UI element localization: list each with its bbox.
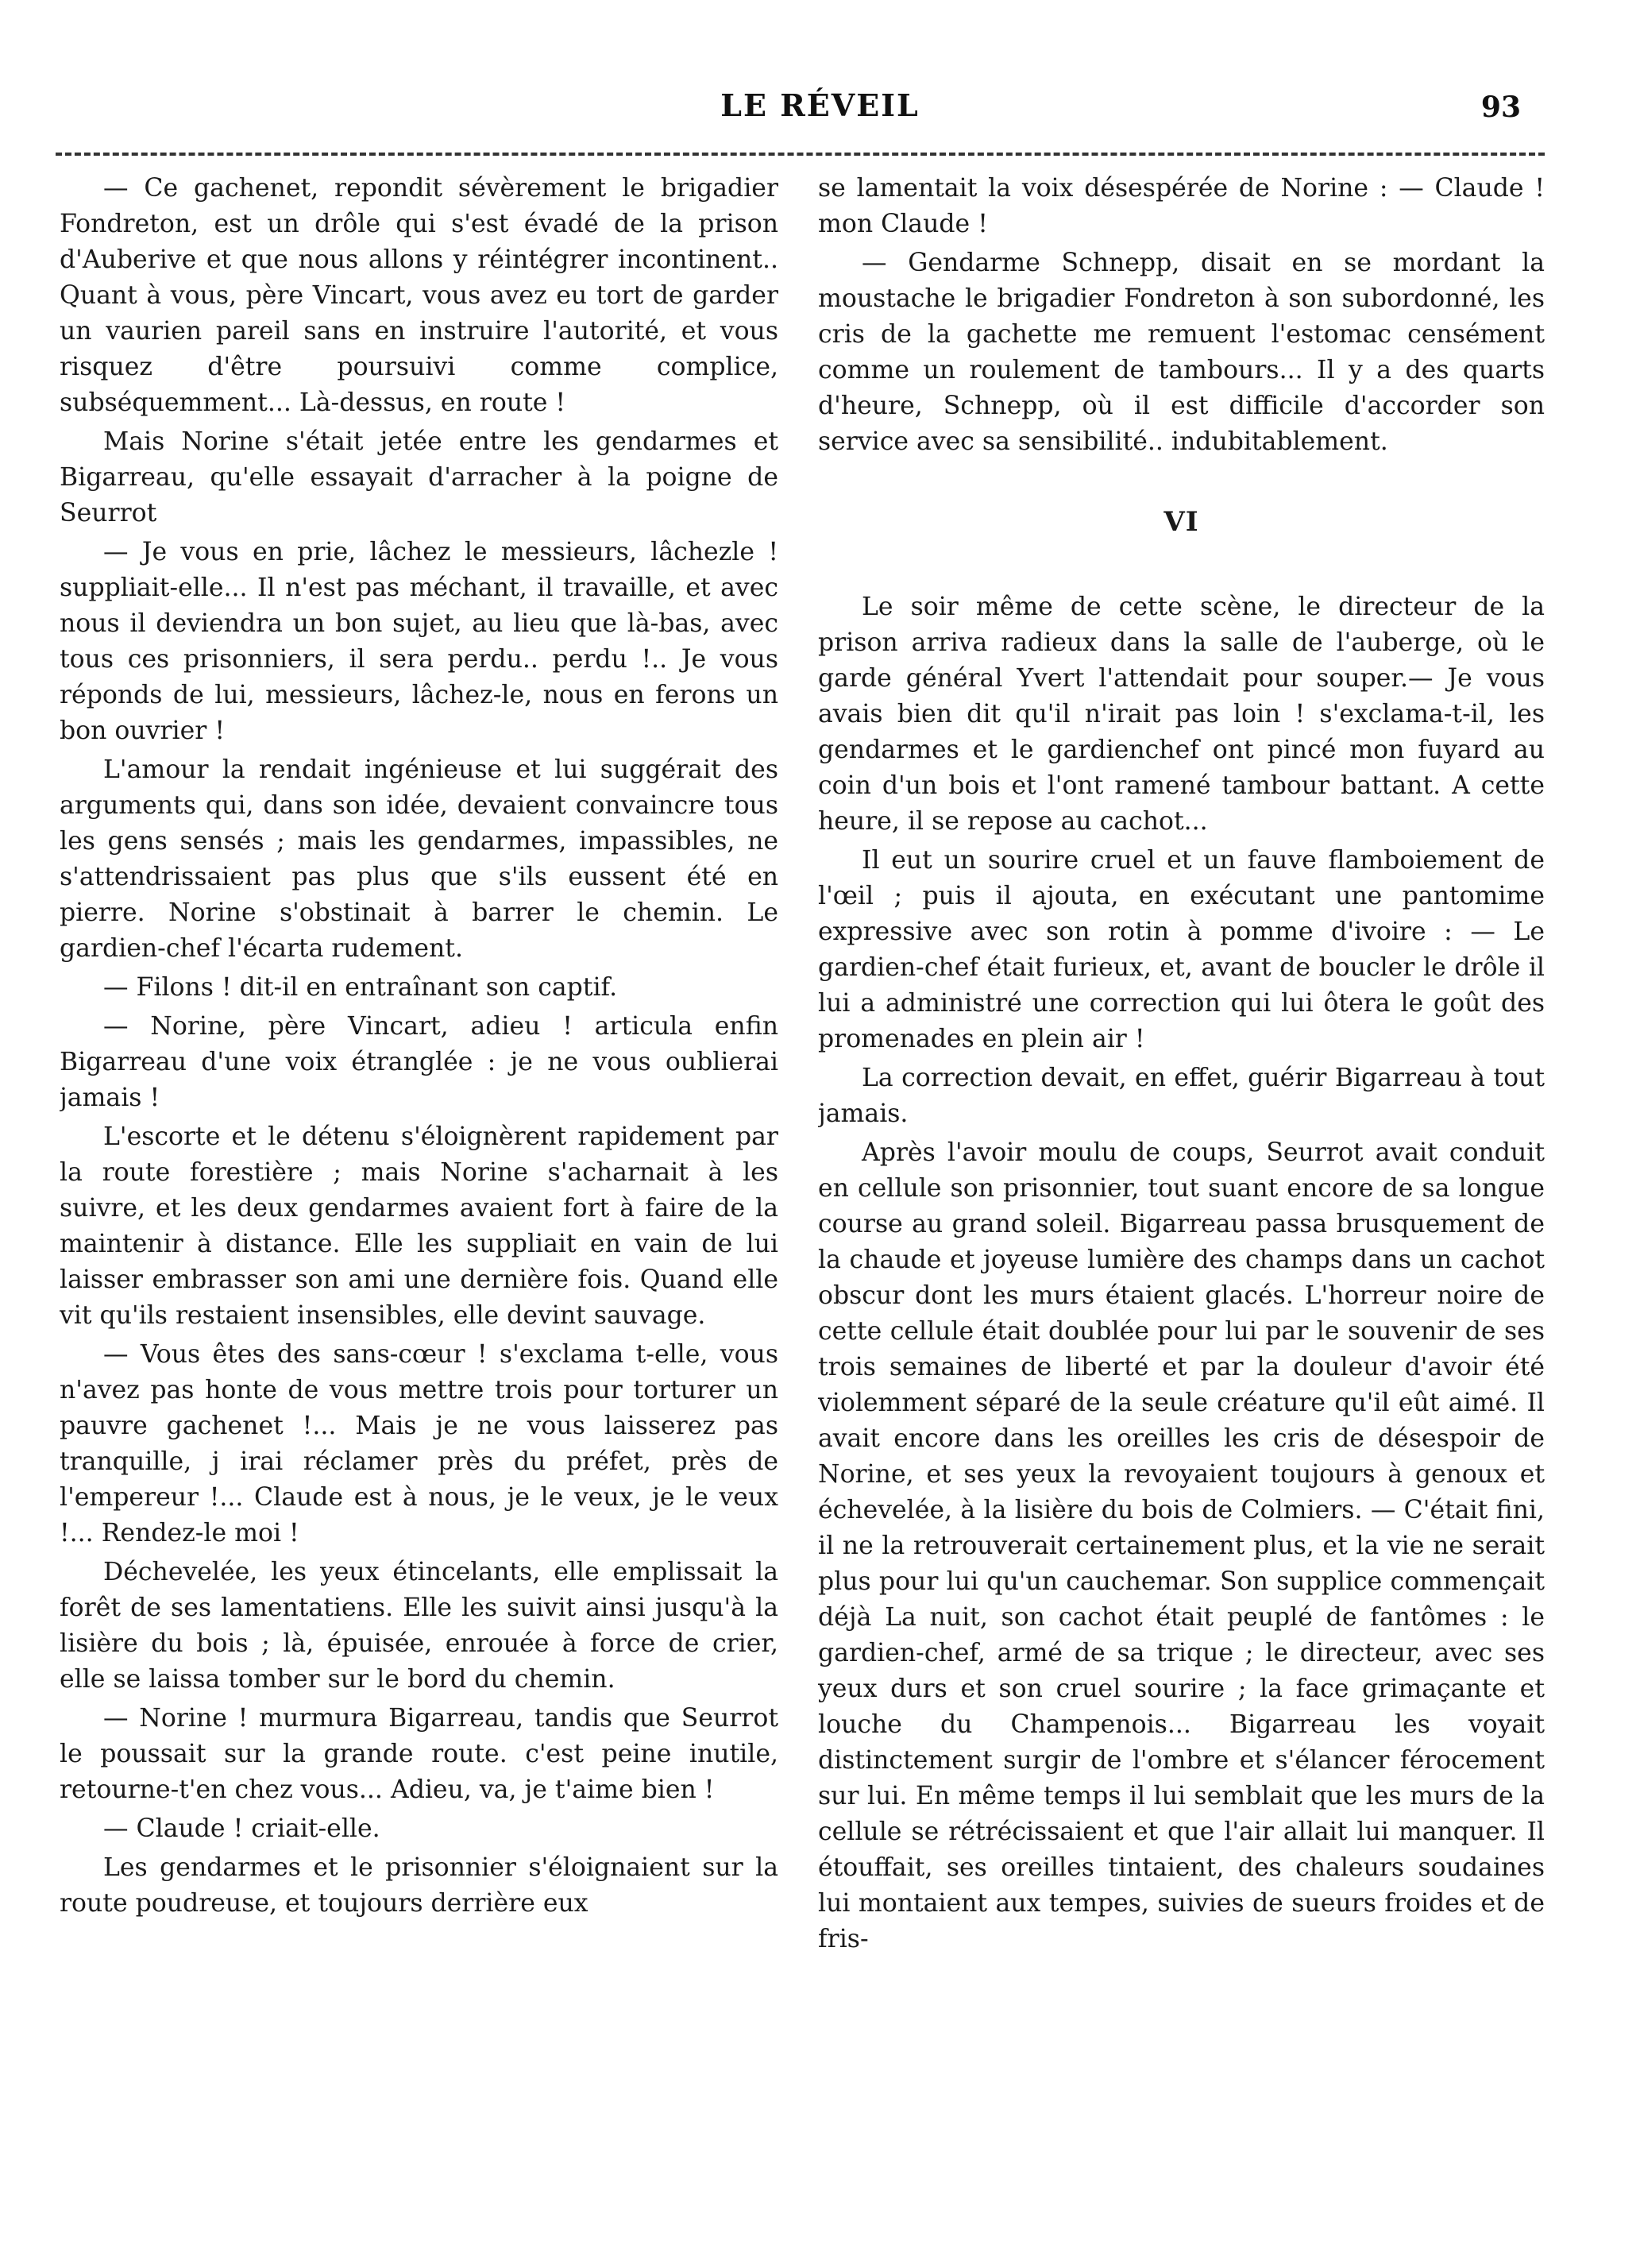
paragraph: Déchevelée, les yeux étincelants, elle emplissait la forêt de ses lamentatiens. Elle les suivit ainsi jusqu'à la lisière du bois ; là, épuisée, enrouée à force de crier, elle se laissa tomber sur le bord du chemin. xyxy=(60,1558,778,1694)
paragraph: Le soir même de cette scène, le directeur de la prison arriva radieux dans la salle de l'auberge, où le garde général Yvert l'attendait pour souper.— Je vous avais bien dit qu'il n'irait pas loin ! s'exclama-t-il, les gendarmes et le gardienchef ont pincé mon fuyard au coin d'un bois et l'ont ramené tambour battant. A cette heure, il se repose au cachot... xyxy=(818,593,1545,836)
paragraph: — Ce gachenet, repondit sévèrement le brigadier Fondreton, est un drôle qui s'est évadé de la prison d'Auberive et que nous allons y réintégrer incontinent.. Quant à vous, père Vincart, vous avez eu tort de garder un vaurien pareil sans en instruire l'autorité, et vous risquez d'être poursuivi comme complice, subséquemment... Là-dessus, en route ! xyxy=(60,174,778,417)
paragraph: — Norine, père Vincart, adieu ! articula enfin Bigarreau d'une voix étranglée : je ne vous oublierai jamais ! xyxy=(60,1012,778,1112)
paragraph: — Gendarme Schnepp, disait en se mordant la moustache le brigadier Fondreton à son subordonné, les cris de la gachette me remuent l'estomac censément comme un roulement de tambours... Il y a des quarts d'heure, Schnepp, où il est difficile d'accorder son service avec sa sensibilité.. indubitablement. xyxy=(818,249,1545,456)
page-header xyxy=(0,87,1640,135)
paragraph: Mais Norine s'était jetée entre les gendarmes et Bigarreau, qu'elle essayait d'arracher à la poigne de Seurrot xyxy=(60,427,778,527)
right-column xyxy=(818,171,1545,2236)
paragraph: — Je vous en prie, lâchez le messieurs, lâchezle ! suppliait-elle... Il n'est pas méchant, il travaille, et avec nous il deviendra un bon sujet, au lieu que là-bas, avec tous ces prisonniers, il sera perdu.. perdu !.. Je vous réponds de lui, messieurs, lâchez-le, nous en ferons un bon ouvrier ! xyxy=(60,538,778,745)
paragraph: Les gendarmes et le prisonnier s'éloignaient sur la route poudreuse, et toujours derrière eux xyxy=(60,1853,778,1918)
paragraph: Après l'avoir moulu de coups, Seurrot avait conduit en cellule son prisonnier, tout suant encore de sa longue course au grand soleil. Bigarreau passa brusquement de la chaude et joyeuse lumière des champs dans un cachot obscur dont les murs étaient glacés. L'horreur noire de cette cellule était doublée pour lui par le souvenir de ses trois semaines de liberté et par la douleur d'avoir été violemment séparé de la seule créature qu'il eût aimé. Il avait encore dans les oreilles les cris de désespoir de Norine, et ses yeux la revoyaient toujours à genoux et échevelée, à la lisière du bois de Colmiers. — C'était fini, il ne la retrouverait certainement plus, et la vie ne serait plus pour lui qu'un cauchemar. Son supplice commençait déjà La nuit, son cachot était peuplé de fantômes : le gardien-chef, armé de sa trique ; le directeur, avec ses yeux durs et son cruel sourire ; la face grimaçante et louche du Champenois... Bigarreau les voyait distinctement surgir de l'ombre et s'élancer férocement sur lui. En même temps il lui semblait que les murs de la cellule se rétrécissaient et que l'air allait lui manquer. Il étouffait, ses oreilles tintaient, des chaleurs soudaines lui montaient aux tempes, suivies de sueurs froides et de fris- xyxy=(818,1138,1545,1953)
paragraph: L'escorte et le détenu s'éloignèrent rapidement par la route forestière ; mais Norine s'acharnait à les suivre, et les deux gendarmes avaient fort à faire de la maintenir à distance. Elle les suppliait en vain de lui laisser embrasser son ami une dernière fois. Quand elle vit qu'ils restaient insensibles, elle devint sauvage. xyxy=(60,1122,778,1330)
paragraph: — Filons ! dit-il en entraînant son captif. xyxy=(103,973,618,1002)
paragraph: Il eut un sourire cruel et un fauve flamboiement de l'œil ; puis il ajouta, en exécutant une pantomime expressive avec son rotin à pomme d'ivoire : — Le gardien-chef était furieux, et, avant de boucler le drôle il lui a administré une correction qui lui ôtera le goût des promenades en plein air ! xyxy=(818,846,1545,1053)
paragraph: — Claude ! criait-elle. xyxy=(103,1814,380,1843)
left-column xyxy=(60,171,778,2236)
running-title: LE RÉVEIL xyxy=(720,87,920,123)
header-divider xyxy=(56,153,1545,156)
page-number: 93 xyxy=(1480,91,1521,124)
paragraph-continuation: se lamentait la voix désespérée de Norine : — Claude ! mon Claude ! xyxy=(818,174,1545,238)
paragraph: — Norine ! murmura Bigarreau, tandis que Seurrot le poussait sur la grande route. c'est peine inutile, retourne-t'en chez vous... Adieu, va, je t'aime bien ! xyxy=(60,1704,778,1804)
chapter-heading: VI xyxy=(1163,506,1199,538)
paragraph: — Vous êtes des sans-cœur ! s'exclama t-elle, vous n'avez pas honte de vous mettre trois pour torturer un pauvre gachenet !... Mais je ne vous laisserez pas tranquille, j irai réclamer près du préfet, près de l'empereur !... Claude est à nous, je le veux, je le veux !... Rendez-le moi ! xyxy=(60,1340,778,1547)
paragraph: La correction devait, en effet, guérir Bigarreau à tout jamais. xyxy=(818,1064,1545,1128)
paragraph: L'amour la rendait ingénieuse et lui suggérait des arguments qui, dans son idée, devaient convaincre tous les gens sensés ; mais les gendarmes, impassibles, ne s'attendrissaient pas plus que s'ils eussent été en pierre. Norine s'obstinait à barrer le chemin. Le gardien-chef l'écarta rudement. xyxy=(60,755,778,963)
